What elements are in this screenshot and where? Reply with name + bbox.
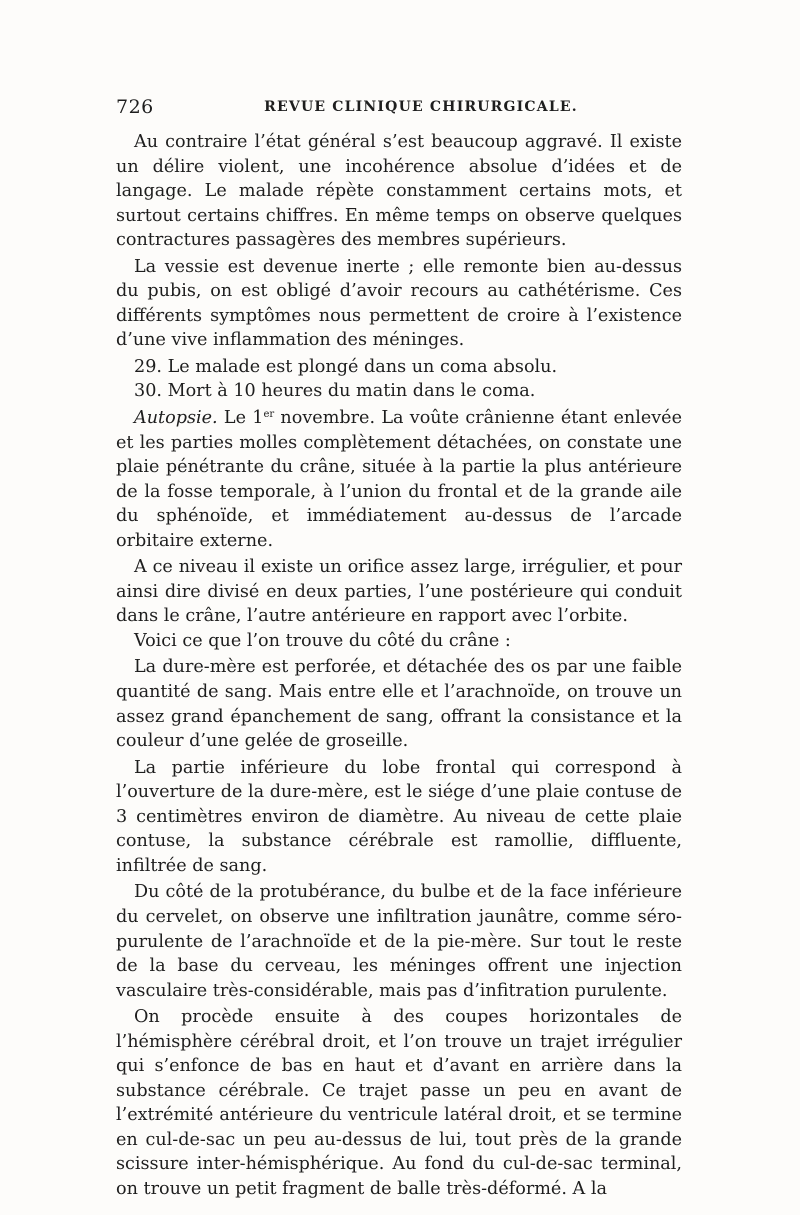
- paragraph-day-30: 30. Mort à 10 heures du matin dans le coma.: [134, 381, 536, 402]
- page-number: 726: [116, 96, 154, 118]
- autopsy-text: novembre. La voûte crânienne étant enlevée et les parties molles complètement détachées, on constate une plaie pénétrante du crâne, située à la partie la plus antérieure de la fosse temporale, à l’union du frontal et de la grande aile du sphénoïde, et immédiatement au-dessus de l’arcade orbitaire externe.: [116, 408, 683, 551]
- paragraph-protuberance: Du côté de la protubérance, du bulbe et de la face inférieure du cervelet, on observe une infiltration jaunâtre, comme séro-purulente de l’arachnoïde et de la pie-mère. Sur tout le reste de la base du cerveau, les méninges offrent une injection vasculaire très-considérable, mais pas d’infitration purulente.: [116, 882, 682, 1001]
- paragraph-dura-mater: La dure-mère est perforée, et détachée des os par une faible quantité de sang. Mais entre elle et l’arachnoïde, on trouve un assez grand épanchement de sang, offrant la consistance et la couleur d’une gelée de groseille.: [116, 657, 682, 752]
- autopsy-date: Le 1: [223, 408, 264, 429]
- paragraph-skull-intro: Voici ce que l’on trouve du côté du crâne :: [134, 630, 511, 651]
- running-title: REVUE CLINIQUE CHIRURGICALE.: [264, 99, 578, 115]
- paragraph-sections: On procède ensuite à des coupes horizontales de l’hémisphère cérébral droit, et l’on trouve un trajet irrégulier qui s’enfonce de bas en haut et d’avant en arrière dans la substance cérébrale. Ce trajet passe un peu en avant de l’extrémité antérieure du ventricule latéral droit, et se termine en cul-de-sac un peu au-dessus de lui, tout près de la grande scissure inter-hémisphérique. Au fond du cul-de-sac terminal, on trouve un petit fragment de balle très-déformé. A la: [116, 1007, 682, 1199]
- paragraph-condition: Au contraire l’état général s’est beaucoup aggravé. Il existe un délire violent, une incohérence absolue d’idées et de langage. Le malade répète constamment certains mots, et surtout certains chiffres. En même temps on observe quelques contractures passagères des membres supérieurs.: [116, 132, 682, 251]
- paragraph-day-29: 29. Le malade est plongé dans un coma absolu.: [134, 356, 558, 377]
- paragraph-orifice: A ce niveau il existe un orifice assez large, irrégulier, et pour ainsi dire divisé en deux parties, l’une postérieure qui conduit dans le crâne, l’autre antérieure en rapport avec l’orbite.: [116, 557, 682, 627]
- body-text: [116, 130, 682, 1202]
- autopsy-date-superscript: er: [263, 409, 275, 421]
- autopsy-label: Autopsie.: [134, 408, 218, 429]
- paragraph-frontal-lobe: La partie inférieure du lobe frontal qui correspond à l’ouverture de la dure-mère, est le siége d’une plaie contuse de 3 centimètres environ de diamètre. Au niveau de cette plaie contuse, la substance cérébrale est ramollie, diffluente, infiltrée de sang.: [116, 757, 682, 876]
- paragraph-autopsy: [116, 406, 682, 553]
- page-header: [116, 96, 686, 120]
- paragraph-bladder: La vessie est devenue inerte ; elle remonte bien au-dessus du pubis, on est obligé d’avoir recours au cathétérisme. Ces différents symptômes nous permettent de croire à l’existence d’une vive inflammation des méninges.: [116, 256, 682, 351]
